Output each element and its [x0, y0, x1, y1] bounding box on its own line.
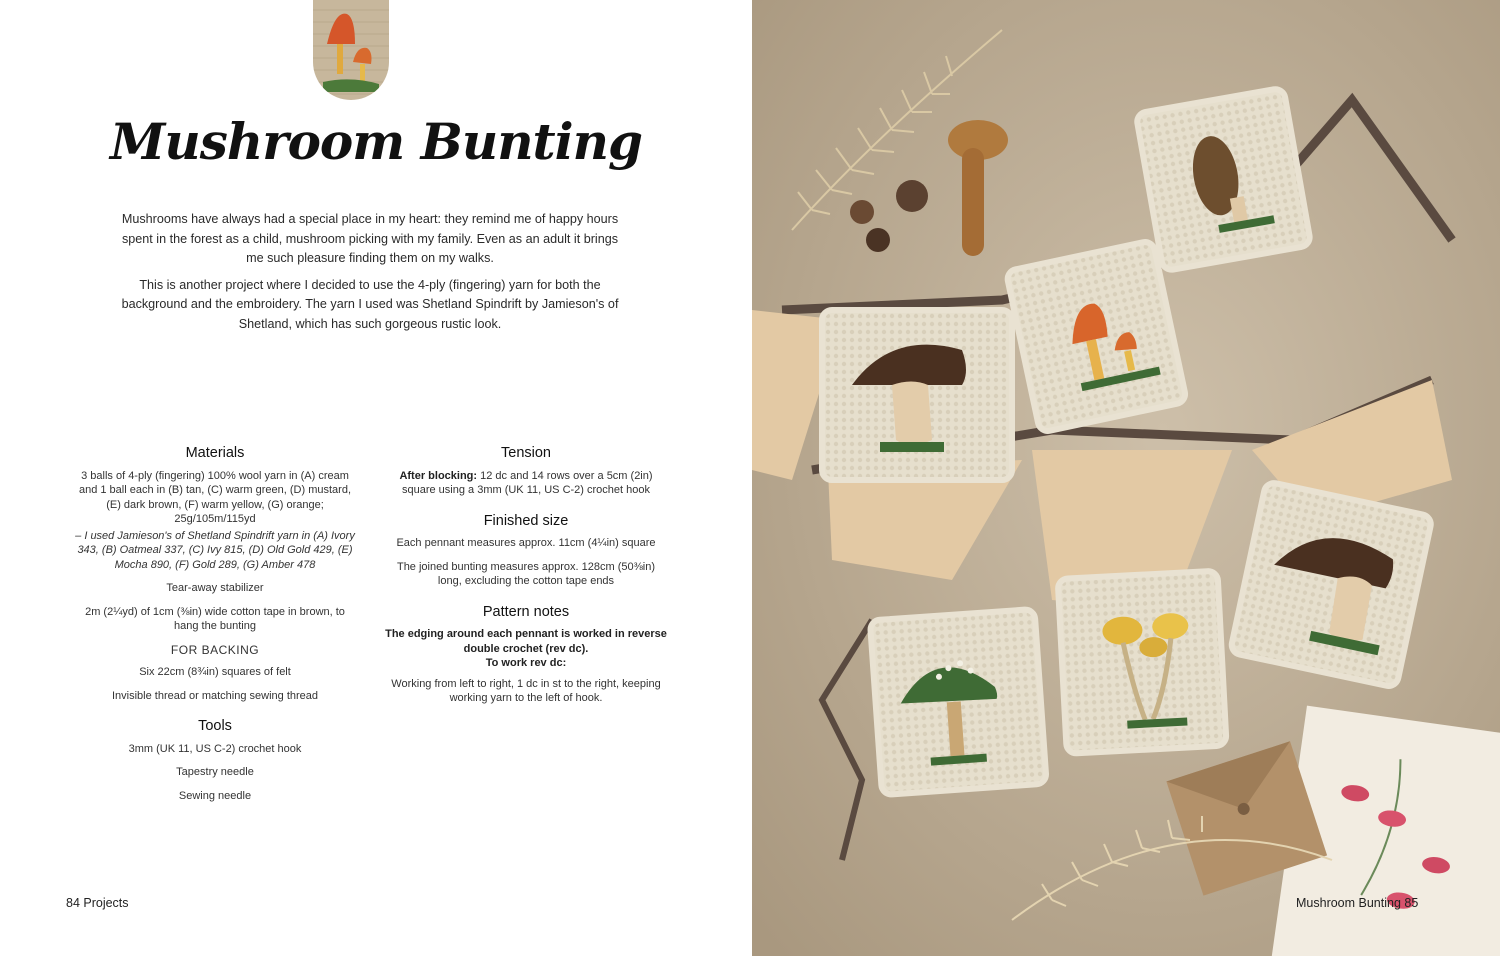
intro-paragraph: This is another project where I decided to use the 4-ply (fingering) yarn for both the background and the embroidery. The yarn I used was Shetland Spindrift by Jamieson's of Shetland, which has such gorgeous rustic look.	[121, 277, 619, 331]
button-icon	[850, 200, 874, 224]
project-photo	[752, 0, 1500, 956]
pattern-notes-bold	[384, 627, 668, 671]
mushroom-badge-image	[313, 0, 389, 100]
pennant-bolete	[822, 310, 1012, 480]
pennant-orange-mushrooms	[1006, 240, 1187, 433]
backing-heading: FOR BACKING	[170, 642, 260, 657]
materials-yarn-note: – I used Jamieson's of Shetland Spindrift yarn in (A) Ivory 343, (B) Oatmeal 337, (C) Ivy 815, (D) Old Gold 429, (E) Mocha 890, (F) Gold 289, (G) Amber 478	[75, 529, 355, 571]
pattern-notes-text: Working from left to right, 1 dc in st to the right, keeping working yarn to the left of hook.	[391, 677, 661, 704]
materials-column	[72, 446, 358, 812]
pattern-notes-bold-1: The edging around each pennant is worked in reverse double crochet (rev dc).	[385, 628, 667, 655]
materials-felt: Six 22cm (8¾in) squares of felt	[139, 666, 291, 678]
page-title: Mushroom Bunting	[110, 112, 642, 171]
pennant-bolete-right	[1230, 481, 1433, 688]
pennant-morel	[1136, 88, 1312, 272]
mushroom-bunting-photo	[752, 0, 1500, 956]
button-icon	[866, 228, 890, 252]
materials-heading: Materials	[185, 445, 245, 461]
tools-item: Sewing needle	[178, 789, 252, 802]
page-folio-right: Mushroom Bunting 85	[1296, 896, 1419, 910]
materials-stabilizer: Tear-away stabilizer	[166, 582, 264, 594]
materials-yarn: 3 balls of 4-ply (fingering) 100% wool yarn in (A) cream and 1 ball each in (B) tan, (C) warm green, (D) mustard,(E) dark brown, (F) warm yellow, (G) orange; 25g/105m/115yd	[78, 469, 352, 525]
tension-body: 12 dc and 14 rows over a 5cm (2in) square using a 3mm (UK 11, US C-2) crochet hook	[401, 469, 653, 496]
finished-pennant: Each pennant measures approx. 11cm (4¼in) square	[396, 537, 656, 549]
tension-text	[384, 469, 668, 498]
button-icon	[896, 180, 928, 212]
page-folio-left: 84 Projects	[66, 896, 129, 910]
tension-bold: After blocking:	[399, 469, 478, 482]
pennant-yellow-mushrooms	[1058, 571, 1227, 754]
materials-tape: 2m (2¼yd) of 1cm (⅜in) wide cotton tape in brown, to hang the bunting	[85, 605, 345, 632]
finished-size-heading: Finished size	[483, 512, 569, 529]
tools-item: 3mm (UK 11, US C-2) crochet hook	[128, 742, 302, 755]
tension-heading: Tension	[501, 445, 551, 461]
tools-item: Tapestry needle	[176, 766, 254, 778]
finished-joined: The joined bunting measures approx. 128cm (50⅜in) long, excluding the cotton tape ends	[396, 560, 656, 587]
tension-column	[384, 446, 668, 715]
pattern-notes-heading: Pattern notes	[482, 603, 570, 620]
materials-thread: Invisible thread or matching sewing thread	[111, 689, 319, 702]
intro-paragraph: Mushrooms have always had a special place in my heart: they remind me of happy hours spent in the forest as a child, mushroom picking with my family. Even as an adult it brings me such pleasure finding them on my walks.	[121, 212, 619, 265]
tools-heading: Tools	[198, 718, 232, 734]
pattern-notes-bold-2: To work rev dc:	[485, 657, 567, 669]
pennant-green-amanita	[870, 609, 1047, 795]
intro-text	[120, 210, 620, 341]
mushroom-badge-icon	[313, 0, 389, 100]
